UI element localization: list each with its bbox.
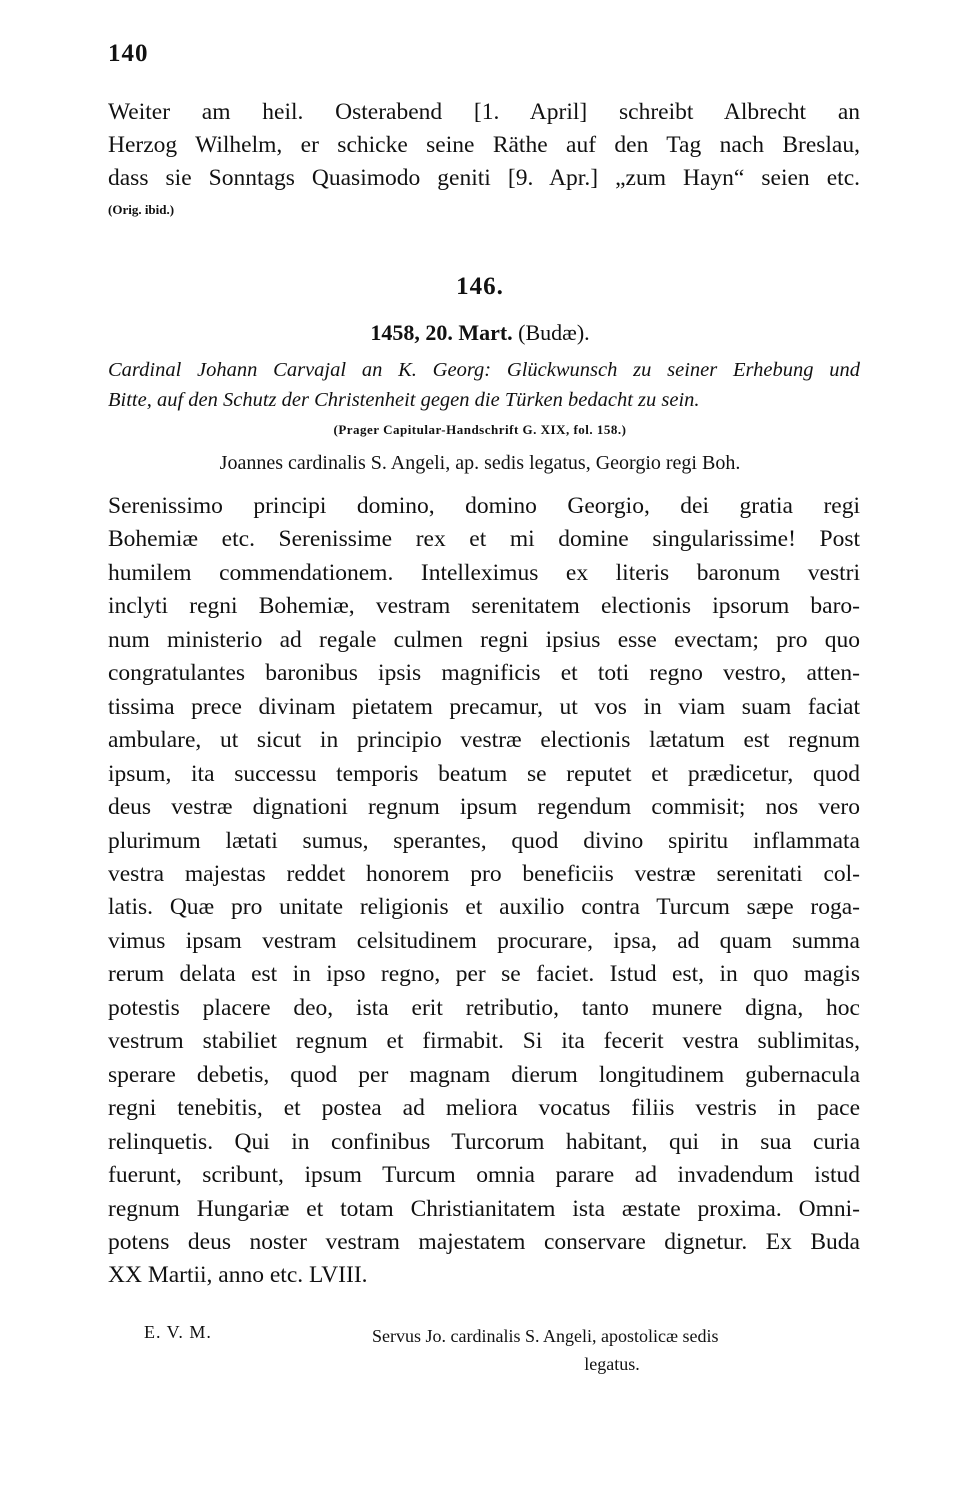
body-line: tissima prece divinam pietatem precamur, ut vos in viam suam faciat	[108, 693, 860, 720]
body-line: fuerunt, scribunt, ipsum Turcum omnia parare ad invadendum istud	[108, 1162, 860, 1189]
page-number: 140	[108, 40, 149, 67]
summary-line: Bitte, auf den Schutz der Christenheit gegen die Türken bedacht zu sein.	[108, 389, 700, 411]
body-line: sperare debetis, quod per magnam dierum longitudinem gubernacula	[108, 1061, 860, 1088]
body-line: vimus ipsam vestram celsitudinem procurare, ipsa, ad quam summa	[108, 927, 860, 954]
body-line: deus vestræ dignationi regnum ipsum regendum commisit; nos vero	[108, 794, 860, 821]
body-line: regnum Hungariæ et totam Christianitatem ista æstate proxima. Omni-	[108, 1195, 860, 1222]
body-line: ipsum, ita successu temporis beatum se reputet et prædicetur, quod	[108, 760, 860, 787]
document-place: (Budæ).	[518, 320, 590, 345]
body-line: Bohemiæ etc. Serenissime rex et mi domine singularissime! Post	[108, 526, 860, 553]
body-line: humilem commendationem. Intelleximus ex literis baronum vestri	[108, 559, 860, 586]
body-line: relinquetis. Qui in confinibus Turcorum habitant, qui in sua curia	[108, 1128, 860, 1155]
document-date: 1458, 20. Mart.	[370, 320, 513, 345]
manuscript-reference: (Prager Capitular-Handschrift G. XIX, fol. 158.)	[333, 422, 627, 437]
document-dateline	[0, 320, 960, 346]
intro-paragraph	[108, 96, 860, 223]
signature-line: Servus Jo. cardinalis S. Angeli, apostolicæ sedis	[372, 1326, 719, 1346]
body-line: plurimum lætati sumus, sperantes, quod divino spiritu inflammata	[108, 827, 860, 854]
body-line: num ministerio ad regale culmen regni ipsius esse evectam; pro quo	[108, 626, 860, 653]
signature-line: legatus.	[584, 1354, 640, 1374]
closing-signature	[372, 1322, 832, 1378]
body-line: vestrum stabiliet regnum et firmabit. Si ita fecerit vestra sublimitas,	[108, 1028, 860, 1055]
body-line: Serenissimo principi domino, domino Georgio, dei gratia regi	[108, 493, 860, 519]
body-line: rerum delata est in ipso regno, per se faciet. Istud est, in quo magis	[108, 961, 860, 988]
body-line: vestra majestas reddet honorem pro beneficiis vestræ serenitati col-	[108, 860, 860, 887]
body-line: regni tenebitis, et postea ad meliora vocatus filiis vestris in pace	[108, 1095, 860, 1122]
intro-line: Herzog Wilhelm, er schicke seine Räthe auf den Tag nach Breslau,	[108, 132, 860, 158]
document-number: 146.	[456, 273, 504, 300]
closing-abbreviation: E. V. M.	[144, 1322, 212, 1342]
body-line: congratulantes baronibus ipsis magnificis et toti regno vestro, atten-	[108, 660, 860, 687]
body-line: XX Martii, anno etc. LVIII.	[108, 1262, 368, 1289]
letter-sender: Joannes cardinalis S. Angeli, ap. sedis legatus, Georgio regi Boh.	[219, 452, 741, 474]
letter-body	[108, 490, 860, 1293]
body-line: inclyti regni Bohemiæ, vestram serenitatem electionis ipsorum baro-	[108, 593, 860, 620]
intro-source-note: (Orig. ibid.)	[108, 202, 175, 217]
body-line: ambulare, ut sicut in principio vestræ electionis lætatum est regnum	[108, 727, 860, 754]
body-line: latis. Quæ pro unitate religionis et auxilio contra Turcum sæpe roga-	[108, 894, 860, 921]
document-summary	[108, 355, 860, 415]
intro-line: dass sie Sonntags Quasimodo geniti [9. Apr.] „zum Hayn“ seien etc.	[108, 165, 860, 191]
intro-line: Weiter am heil. Osterabend [1. April] schreibt Albrecht an	[108, 99, 860, 125]
body-line: potestis placere deo, ista erit retributio, tanto munere digna, hoc	[108, 994, 860, 1021]
body-line: potens deus noster vestram majestatem conservare dignetur. Ex Buda	[108, 1228, 860, 1255]
summary-line: Cardinal Johann Carvajal an K. Georg: Glückwunsch zu seiner Erhebung und	[108, 359, 860, 381]
